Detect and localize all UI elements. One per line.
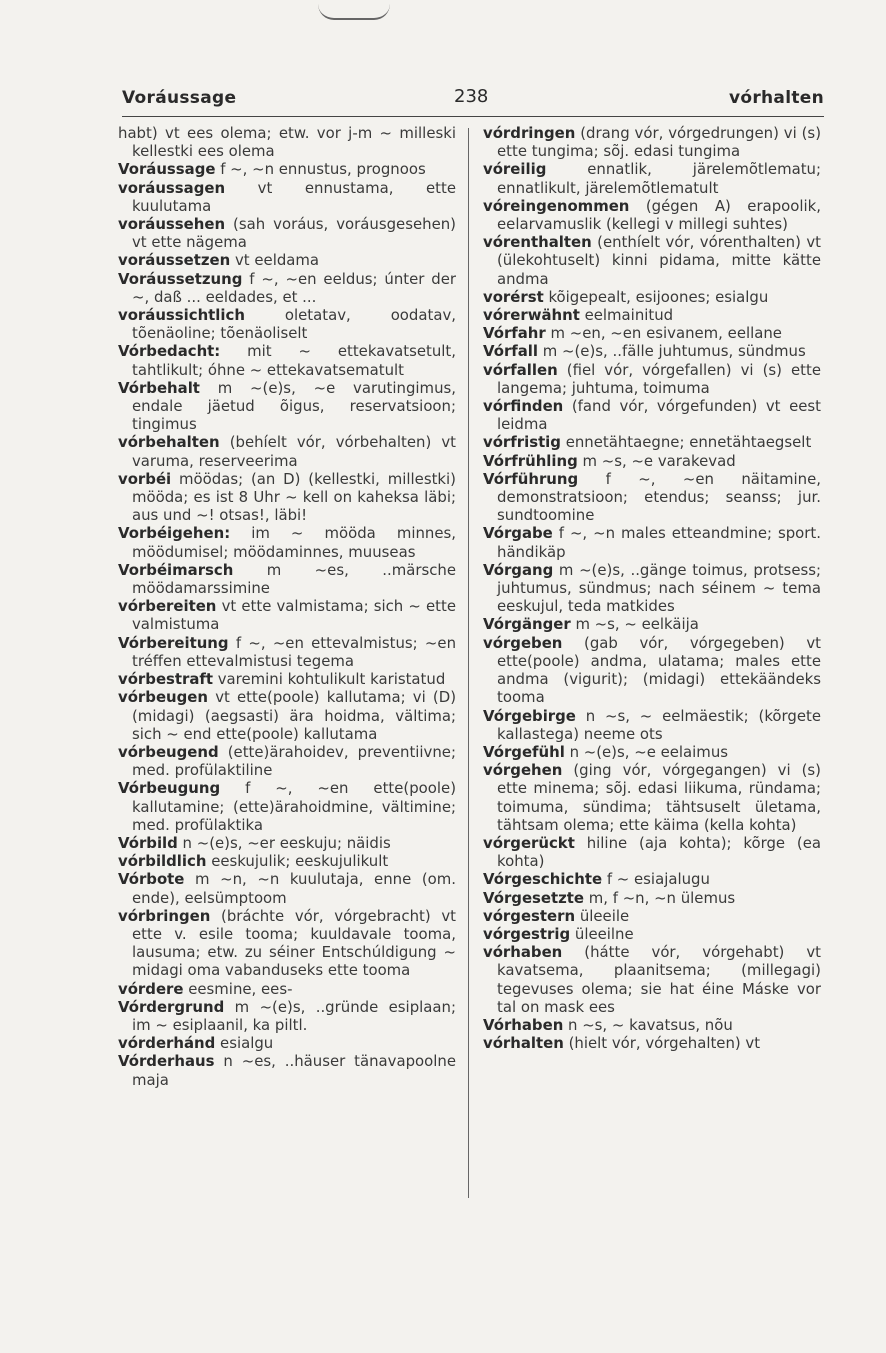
entry-definition: f ~ esiajalugu [606, 870, 710, 889]
dictionary-entry [118, 1052, 456, 1088]
dictionary-entry [483, 233, 821, 288]
dictionary-entry [118, 433, 456, 469]
entry-definition: f ~, ~en ettevalmistus; ~en tréffen ettevalmistusi tegema [132, 633, 457, 670]
entry-definition: üleeile [579, 906, 630, 925]
dictionary-entry [483, 361, 821, 397]
entry-headword: Vórbild [118, 833, 178, 852]
dictionary-entry [118, 1034, 456, 1052]
entry-definition: ennatlik, järelemõtlematu; ennatlikult, järelemõtlematult [497, 160, 821, 197]
entry-definition: f ~, ~n ennustus, prognoos [220, 160, 426, 179]
entry-headword: Vórbehalt [118, 378, 200, 397]
entry-definition: (gab vór, vórgegeben) vt ette(poole) andma, ulatama; males ette andma (vigurit); (midagi) ettekäändeks tooma [497, 633, 822, 707]
dictionary-entry [118, 160, 456, 178]
dictionary-entry [118, 634, 456, 670]
dictionary-entry [483, 1034, 821, 1052]
entry-definition: eelmainitud [584, 306, 674, 325]
entry-definition: habt) vt ees olema; etw. vor j-m ~ milleski kellestki ees olema [118, 124, 456, 161]
dictionary-entry [483, 561, 821, 616]
dictionary-entry [118, 379, 456, 434]
dictionary-entry [118, 306, 456, 342]
entry-headword: Vórhaben [483, 1015, 564, 1034]
entry-headword: vórerwähnt [483, 306, 580, 325]
scan-mark [318, 4, 390, 20]
entry-headword: Vórbereitung [118, 633, 229, 652]
dictionary-entry [118, 251, 456, 269]
dictionary-entry [483, 470, 821, 525]
entry-definition: (behíelt vór, vórbehalten) vt varuma, reserveerima [132, 433, 457, 470]
entry-definition: möödas; (an D) (kellestki, millestki) mööda; es ist 8 Uhr ~ kell on kaheksa läbi; aus und ~! otsas!, läbi! [132, 469, 456, 525]
entry-definition: m ~n, ~n kuulutaja, enne (om. ende), eelsümptoom [132, 870, 456, 907]
entry-definition: (sah voráus, voráusgesehen) vt ette nägema [132, 215, 456, 252]
dictionary-entry [483, 288, 821, 306]
entry-definition: (fand vór, vórgefunden) vt eest leidma [497, 397, 821, 434]
entry-headword: vórhaben [483, 943, 563, 962]
entry-definition: mit ~ ettekavatsetult, tahtlikult; óhne ~ ettekavatsematult [132, 342, 456, 379]
entry-definition: n ~s, ~ kavatsus, nõu [568, 1015, 733, 1034]
dictionary-entry [118, 907, 456, 980]
dictionary-entry [483, 870, 821, 888]
dictionary-entry [118, 870, 456, 906]
entry-definition: (ging vór, vórgegangen) vi (s) ette minema; sõj. edasi liikuma, ründama; toimuma, sündima; tähtsuselt ületama, tähtsam olema; ette käima (kella kohta) [497, 761, 821, 834]
entry-headword: vórbeugen [118, 688, 208, 707]
entry-definition: f ~, ~en ette(poole) kallutamine; (ette)ärahoidmine, vältimine; med. profülaktika [132, 779, 457, 834]
dictionary-entry [118, 124, 456, 160]
entry-definition: m ~(e)s, ~e varutingimus, endale jäetud õigus, reservatsioon; tingimus [132, 378, 456, 434]
entry-headword: Vórgänger [483, 615, 571, 634]
dictionary-entry [483, 1016, 821, 1034]
entry-headword: Vórbote [118, 870, 185, 889]
entry-headword: vórhalten [483, 1034, 564, 1053]
entry-headword: Voráussetzung [118, 269, 243, 288]
page-header [122, 84, 824, 114]
entry-headword: vórdere [118, 979, 184, 998]
entry-headword: Vórgefühl [483, 742, 565, 761]
entry-headword: Vorbéimarsch [118, 560, 234, 579]
entry-definition: (drang vór, vórgedrungen) vi (s) ette tungima; sõj. edasi tungima [497, 124, 822, 161]
dictionary-entry [483, 889, 821, 907]
entry-headword: Vórgang [483, 560, 554, 579]
dictionary-entry [483, 397, 821, 433]
entry-headword: vórbildlich [118, 852, 207, 871]
entry-definition: f ~, ~en eeldus; únter der ~, daß ... eeldades, et ... [132, 269, 456, 306]
entry-definition: n ~(e)s, ~e eelaimus [569, 742, 729, 761]
entry-definition: n ~(e)s, ~er eeskuju; näidis [182, 833, 391, 852]
entry-definition: ennetähtaegne; ennetähtaegselt [565, 433, 812, 452]
dictionary-entry [118, 470, 456, 525]
entry-headword: Vórgesetzte [483, 888, 585, 907]
header-last-word: vórhalten [728, 88, 824, 108]
entry-definition: vt eeldama [234, 251, 320, 270]
entry-definition: m ~(e)s, ..fälle juhtumus, sündmus [542, 342, 806, 361]
entry-headword: vórgehen [483, 761, 563, 780]
entry-definition: n ~s, ~ eelmäestik; (kõrgete kallastega) neeme ots [497, 706, 821, 743]
entry-headword: vórfinden [483, 397, 564, 416]
entry-definition: m ~(e)s, ..gründe esiplaan; im ~ esiplaanil, ka piltl. [132, 997, 456, 1034]
entry-definition: eeskujulik; eeskujulikult [211, 852, 389, 871]
entry-definition: m, f ~n, ~n ülemus [588, 888, 736, 907]
dictionary-entry [483, 634, 821, 707]
dictionary-entry [118, 743, 456, 779]
entry-definition: oletatav, oodatav, tõenäoline; tõenäoliselt [132, 306, 457, 343]
entry-definition: (bráchte vór, vórgebracht) vt ette v. esile tooma; kuuldavale tooma, lausuma; etw. zu séiner Entschúldigung ~ midagi oma vabanduseks ette tooma [132, 906, 456, 980]
entry-definition: (fiel vór, vórgefallen) vi (s) ette langema; juhtuma, toimuma [497, 360, 822, 397]
entry-definition: f ~, ~en näitamine, demonstratsioon; etendus; seanss; jur. sundtoomine [497, 469, 821, 525]
entry-definition: vt ette(poole) kallutama; vi (D) (midagi) (aegsasti) ära hoidma, vältima; sich ~ end ette(poole) kallutama [132, 688, 457, 743]
entry-definition: m ~es, ..märsche möödamarssimine [132, 560, 456, 598]
entry-headword: Vórfahr [483, 324, 546, 343]
entry-headword: vórbeugend [118, 742, 219, 761]
entry-headword: vórgerückt [483, 833, 575, 852]
entry-headword: vóreilig [483, 160, 547, 179]
entry-headword: voráussetzen [118, 251, 231, 270]
entry-headword: voráussehen [118, 215, 226, 234]
dictionary-entry [118, 670, 456, 688]
entry-headword: Vórderhaus [118, 1052, 215, 1071]
entry-headword: Vórgebirge [483, 706, 576, 725]
entry-headword: Vórbeugung [118, 779, 221, 798]
dictionary-entry [483, 743, 821, 761]
entry-definition: vt ette valmistama; sich ~ ette valmistuma [132, 597, 457, 634]
dictionary-entry [483, 342, 821, 360]
dictionary-entry [118, 561, 456, 597]
entry-headword: vóreingenommen [483, 196, 630, 215]
entry-definition: m ~s, ~e varakevad [582, 451, 736, 470]
entry-definition: m ~s, ~ eelkäija [575, 615, 699, 634]
dictionary-entry [118, 779, 456, 834]
right-column [483, 124, 821, 1052]
entry-headword: Vórfrühling [483, 451, 578, 470]
entry-definition: eesmine, ees- [188, 979, 293, 998]
entry-definition: (ette)ärahoidev, preventiivne; med. profülaktiline [132, 742, 456, 780]
dictionary-entry [483, 433, 821, 451]
entry-headword: vórgestrig [483, 924, 571, 943]
entry-definition: hiline (aja kohta); kõrge (ea kohta) [497, 833, 822, 871]
dictionary-entry [118, 852, 456, 870]
column-divider [468, 128, 469, 1198]
entry-definition: varemini kohtulikult karistatud [217, 670, 446, 689]
entry-definition: m ~(e)s, ..gänge toimus, protsess; juhtumus, sündmus; nach séinem ~ tema eeskujul, teda matkides [497, 560, 822, 616]
entry-headword: vorérst [483, 287, 544, 306]
dictionary-entry [483, 160, 821, 196]
entry-headword: Vórführung [483, 469, 579, 488]
entry-definition: im ~ mööda minnes, möödumisel; möödaminnes, muuseas [132, 524, 456, 561]
entry-headword: voráussagen [118, 178, 226, 197]
dictionary-entry [483, 306, 821, 324]
left-column [118, 124, 456, 1089]
dictionary-entry [118, 688, 456, 743]
entry-headword: Vórgabe [483, 524, 553, 543]
dictionary-entry [483, 524, 821, 560]
dictionary-entry [483, 943, 821, 1016]
dictionary-entry [118, 998, 456, 1034]
entry-definition: üleeilne [574, 924, 634, 943]
entry-headword: vórbehalten [118, 433, 220, 452]
dictionary-entry [483, 124, 821, 160]
entry-headword: vórbringen [118, 906, 211, 925]
dictionary-entry [483, 925, 821, 943]
dictionary-entry [483, 707, 821, 743]
dictionary-entry [118, 597, 456, 633]
entry-headword: vórgeben [483, 633, 563, 652]
dictionary-entry [118, 270, 456, 306]
dictionary-entry [483, 907, 821, 925]
entry-definition: (hielt vór, vórgehalten) vt [568, 1034, 761, 1053]
entry-definition: f ~, ~n males etteandmine; sport. händikäp [497, 524, 821, 561]
dictionary-entry [483, 324, 821, 342]
header-first-word: Voráussage [122, 88, 237, 108]
entry-headword: vórfristig [483, 433, 561, 452]
entry-headword: vórenthalten [483, 233, 592, 252]
dictionary-entry [118, 179, 456, 215]
entry-headword: voráussichtlich [118, 306, 245, 325]
entry-headword: vórdringen [483, 124, 576, 142]
page-number: 238 [454, 86, 489, 107]
entry-headword: vórbestraft [118, 670, 214, 689]
entry-headword: Voráussage [118, 160, 216, 179]
entry-definition: (hátte vór, vórgehabt) vt kavatsema, plaanitsema; (millegagi) tegevuses olema; sie hat éine Máske vor tal on mask ees [497, 943, 821, 1016]
entry-definition: m ~en, ~en esivanem, eellane [550, 324, 782, 343]
entry-headword: vórfallen [483, 360, 558, 379]
dictionary-entry [118, 980, 456, 998]
entry-headword: vórgestern [483, 906, 576, 925]
dictionary-entry [118, 834, 456, 852]
entry-definition: n ~es, ..häuser tänavapoolne maja [132, 1052, 456, 1089]
entry-headword: Vórbedacht: [118, 342, 221, 361]
dictionary-entry [483, 834, 821, 870]
entry-headword: vórderhánd [118, 1034, 216, 1053]
dictionary-entry [118, 342, 456, 378]
entry-definition: (gégen A) erapoolik, eelarvamuslik (kellegi v millegi suhtes) [497, 196, 821, 234]
header-rule [122, 116, 824, 117]
dictionary-entry [483, 452, 821, 470]
entry-headword: Vórdergrund [118, 997, 225, 1016]
entry-definition: kõigepealt, esijoones; esialgu [548, 287, 769, 306]
dictionary-entry [483, 761, 821, 834]
entry-headword: vórbereiten [118, 597, 217, 616]
entry-definition: esialgu [220, 1034, 274, 1053]
dictionary-entry [118, 524, 456, 560]
entry-definition: vt ennustama, ette kuulutama [132, 178, 456, 215]
entry-headword: Vorbéigehen: [118, 524, 231, 543]
entry-headword: vorbéi [118, 469, 172, 488]
entry-headword: Vórfall [483, 342, 539, 361]
dictionary-entry [118, 215, 456, 251]
dictionary-entry [483, 197, 821, 233]
entry-definition: (enthíelt vór, vórenthalten) vt (ülekohtuselt) kinni pidama, mitte kätte andma [497, 233, 822, 288]
dictionary-entry [483, 615, 821, 633]
entry-headword: Vórgeschichte [483, 870, 603, 889]
